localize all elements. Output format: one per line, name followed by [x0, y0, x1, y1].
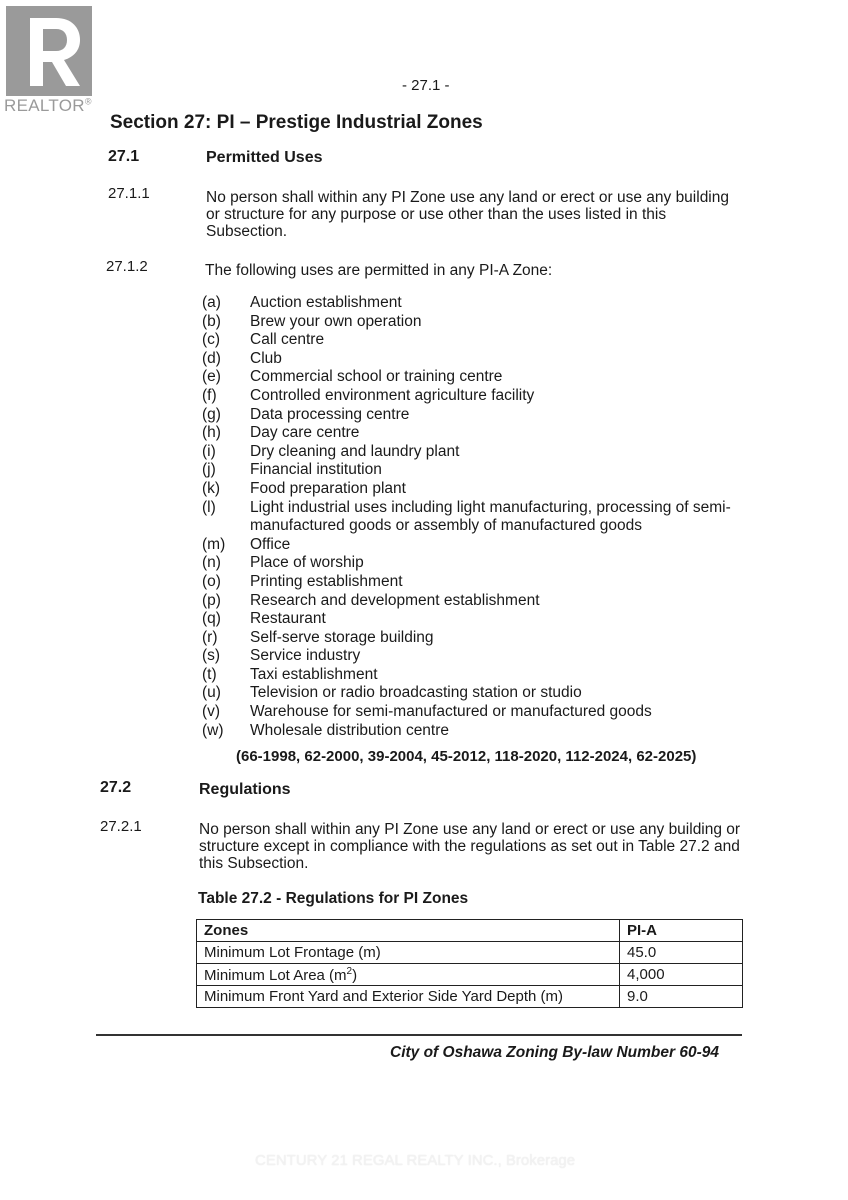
list-item — [202, 331, 762, 350]
list-item-text: Dry cleaning and laundry plant — [250, 442, 460, 460]
list-item-text: Controlled environment agriculture facility — [250, 386, 535, 404]
table-row — [197, 986, 743, 1008]
list-item — [202, 461, 762, 480]
list-item — [202, 313, 762, 332]
list-item — [202, 499, 762, 536]
list-item-letter: (v) — [202, 703, 221, 721]
list-item-text: Light industrial uses including light manufacturing, processing of semi-manufactured goods or assembly of manufactured goods — [250, 498, 731, 535]
realtor-r-icon — [6, 6, 92, 96]
list-item-letter: (h) — [202, 424, 221, 442]
list-item-letter: (o) — [202, 572, 221, 590]
clause-text: No person shall within any PI Zone use any land or erect or use any building or structure except in compliance with the regulations as set out in Table 27.2 and this Subsection. — [199, 821, 741, 872]
amendment-references: (66-1998, 62-2000, 39-2004, 45-2012, 118-2020, 112-2024, 62-2025) — [236, 748, 697, 765]
table-cell: Minimum Lot Frontage (m) — [197, 942, 620, 964]
section-number: 27.2 — [100, 779, 132, 796]
list-item-text: Financial institution — [250, 461, 382, 479]
list-item-letter: (a) — [202, 294, 221, 311]
table-cell: 9.0 — [620, 986, 743, 1008]
clause-number: 27.1.2 — [106, 258, 148, 275]
list-item-letter: (n) — [202, 554, 221, 572]
table-header-row — [197, 920, 743, 942]
list-item — [202, 554, 762, 573]
list-item-text: Food preparation plant — [250, 479, 406, 497]
list-item-letter: (d) — [202, 349, 221, 367]
list-item-letter: (l) — [202, 498, 216, 516]
list-item-text: Warehouse for semi-manufactured or manufactured goods — [250, 703, 652, 721]
table-cell: 45.0 — [620, 942, 743, 964]
list-item — [202, 536, 762, 555]
table-cell: 4,000 — [620, 964, 743, 986]
list-item-letter: (u) — [202, 684, 221, 702]
list-item-letter: (i) — [202, 442, 216, 460]
clause-text: The following uses are permitted in any PI-A Zone: — [205, 262, 553, 279]
list-item — [202, 666, 762, 685]
list-item — [202, 406, 762, 425]
list-item-text: Wholesale distribution centre — [250, 721, 450, 739]
table-title: Table 27.2 - Regulations for PI Zones — [198, 890, 469, 907]
section-number: 27.1 — [108, 148, 140, 165]
permitted-uses-list — [202, 294, 762, 740]
list-item — [202, 703, 762, 722]
clause-text: No person shall within any PI Zone use any land or erect or use any building or structure for any purpose or use other than the uses listed in this Subsection. — [206, 189, 729, 240]
table-cell: Minimum Lot Area $(m^2)$ — [197, 964, 620, 986]
list-item-text: Restaurant — [250, 610, 326, 628]
list-item — [202, 350, 762, 369]
list-item-text: Taxi establishment — [250, 665, 378, 683]
list-item-letter: (t) — [202, 665, 217, 683]
table-cell: Minimum Front Yard and Exterior Side Yard Depth (m) — [197, 986, 620, 1008]
list-item-text: Television or radio broadcasting station or studio — [250, 684, 582, 702]
list-item — [202, 294, 762, 313]
list-item — [202, 387, 762, 406]
list-item — [202, 368, 762, 387]
list-item-letter: (g) — [202, 405, 221, 423]
list-item-letter: (e) — [202, 368, 221, 386]
list-item-letter: (b) — [202, 312, 221, 330]
list-item — [202, 592, 762, 611]
footer-divider — [96, 1034, 742, 1036]
clause-number: 27.1.1 — [108, 185, 150, 202]
list-item-text: Office — [250, 535, 291, 553]
table-row — [197, 964, 743, 986]
list-item — [202, 573, 762, 592]
list-item-text: Auction establishment — [250, 294, 402, 311]
list-item-text: Service industry — [250, 647, 361, 665]
footer-text: City of Oshawa Zoning By-law Number 60-94 — [390, 1044, 720, 1061]
list-item-text: Place of worship — [250, 554, 364, 572]
list-item-text: Data processing centre — [250, 405, 410, 423]
page-number: - 27.1 - — [402, 77, 450, 94]
list-item-letter: (f) — [202, 386, 217, 404]
list-item — [202, 443, 762, 462]
list-item-text: Call centre — [250, 331, 325, 349]
list-item-letter: (j) — [202, 461, 216, 479]
realtor-logo — [2, 4, 98, 116]
list-item-text: Brew your own operation — [250, 312, 422, 330]
list-item — [202, 684, 762, 703]
list-item-letter: (k) — [202, 479, 221, 497]
list-item-text: Printing establishment — [250, 572, 403, 590]
section-heading: Permitted Uses — [206, 149, 323, 166]
clause-number: 27.2.1 — [100, 818, 142, 835]
table-header-cell: Zones — [197, 920, 620, 942]
list-item-text: Commercial school or training centre — [250, 368, 503, 386]
list-item — [202, 629, 762, 648]
regulations-table — [196, 919, 743, 1008]
brokerage-watermark: CENTURY 21 REGAL REALTY INC., Brokerage — [255, 1152, 576, 1169]
list-item-text: Self-serve storage building — [250, 628, 434, 646]
realtor-wordmark: REALTOR® — [4, 96, 92, 115]
list-item-letter: (p) — [202, 591, 221, 609]
list-item-letter: (r) — [202, 628, 218, 646]
list-item-letter: (m) — [202, 535, 226, 553]
list-item — [202, 722, 762, 741]
table-row — [197, 942, 743, 964]
list-item — [202, 647, 762, 666]
list-item-text: Day care centre — [250, 424, 360, 442]
section-title: Section 27: PI – Prestige Industrial Zones — [110, 112, 483, 133]
list-item — [202, 424, 762, 443]
list-item — [202, 610, 762, 629]
list-item-text: Club — [250, 349, 282, 367]
list-item-text: Research and development establishment — [250, 591, 540, 609]
list-item-letter: (w) — [202, 721, 224, 739]
list-item-letter: (c) — [202, 331, 221, 349]
list-item-letter: (q) — [202, 610, 221, 628]
list-item-letter: (s) — [202, 647, 221, 665]
section-heading: Regulations — [199, 781, 291, 798]
list-item — [202, 480, 762, 499]
table-header-cell: PI-A — [620, 920, 743, 942]
